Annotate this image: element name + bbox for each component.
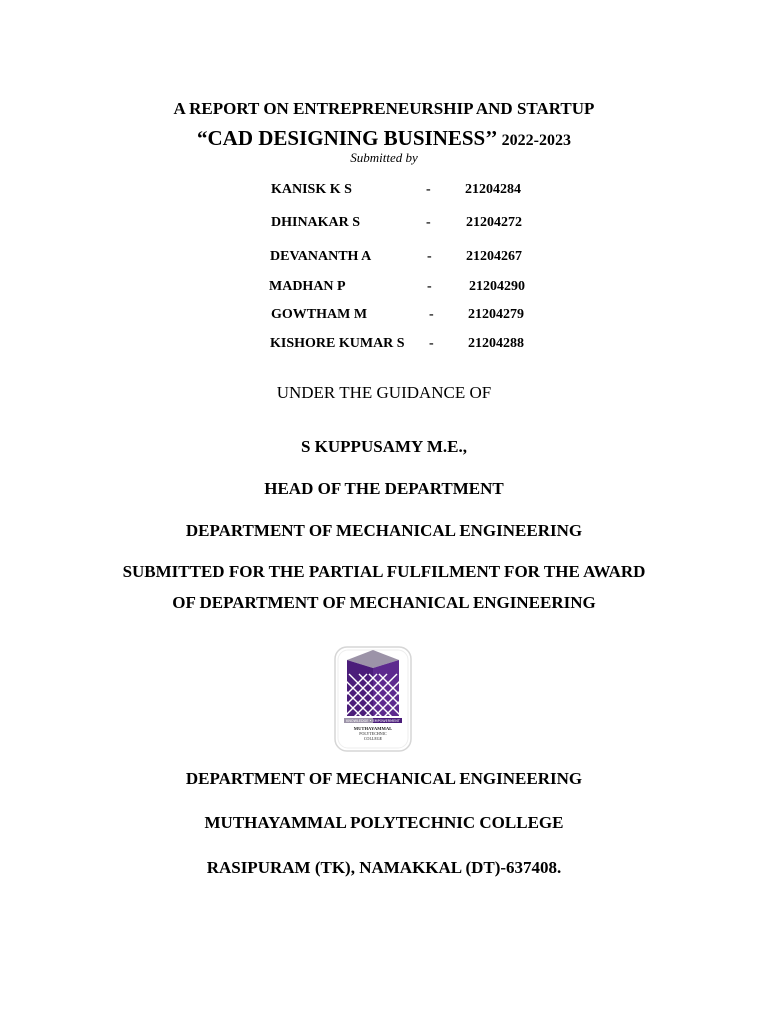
guide-name: S KUPPUSAMY M.E., [300,437,468,456]
student-roll-number: 21204288 [468,336,524,351]
student-separator: - [427,279,432,294]
student-name: KANISK K S [271,182,352,197]
college-name: MUTHAYAMMAL POLYTECHNIC COLLEGE [204,813,564,832]
academic-year: 2022-2023 [501,132,571,149]
student-name: DEVANANTH A [270,249,372,264]
college-address: RASIPURAM (TK), NAMAKKAL (DT)-637408. [206,858,562,877]
logo-text-line-1: MUTHAYAMMAL [353,726,393,731]
student-roll-number: 21204284 [465,182,521,197]
student-roll-number: 21204290 [469,279,525,294]
student-separator: - [429,336,434,351]
student-separator: - [427,249,432,264]
logo-text-line-3: COLLEGE [363,736,383,741]
logo-band-text: KNOWLEDGE • EMPOWERMENT [346,719,400,723]
student-name: GOWTHAM M [271,307,368,322]
project-title-line [0,126,768,151]
footer-department: DEPARTMENT OF MECHANICAL ENGINEERING [185,769,583,788]
student-name: DHINAKAR S [271,215,361,230]
student-separator: - [429,307,434,322]
student-separator: - [426,182,431,197]
student-separator: - [426,215,431,230]
student-roll-number: 21204272 [466,215,522,230]
submission-statement-line-1: SUBMITTED FOR THE PARTIAL FULFILMENT FOR THE AWARD [122,562,646,581]
student-roll-number: 21204279 [468,307,524,322]
student-name: KISHORE KUMAR S [270,336,405,351]
guide-designation: HEAD OF THE DEPARTMENT [264,479,504,498]
project-title: “CAD DESIGNING BUSINESS’’ [196,126,498,150]
student-name: MADHAN P [269,279,346,294]
report-title: A REPORT ON ENTREPRENEURSHIP AND STARTUP [173,99,595,118]
logo-text-line-2: POLYTECHNIC [359,731,387,736]
submitted-by-label: Submitted by [350,150,418,165]
student-roll-number: 21204267 [466,249,522,264]
guidance-label: UNDER THE GUIDANCE OF [276,383,492,402]
guide-department: DEPARTMENT OF MECHANICAL ENGINEERING [185,521,583,540]
submission-statement-line-2: OF DEPARTMENT OF MECHANICAL ENGINEERING [172,593,596,612]
college-logo [334,646,412,752]
